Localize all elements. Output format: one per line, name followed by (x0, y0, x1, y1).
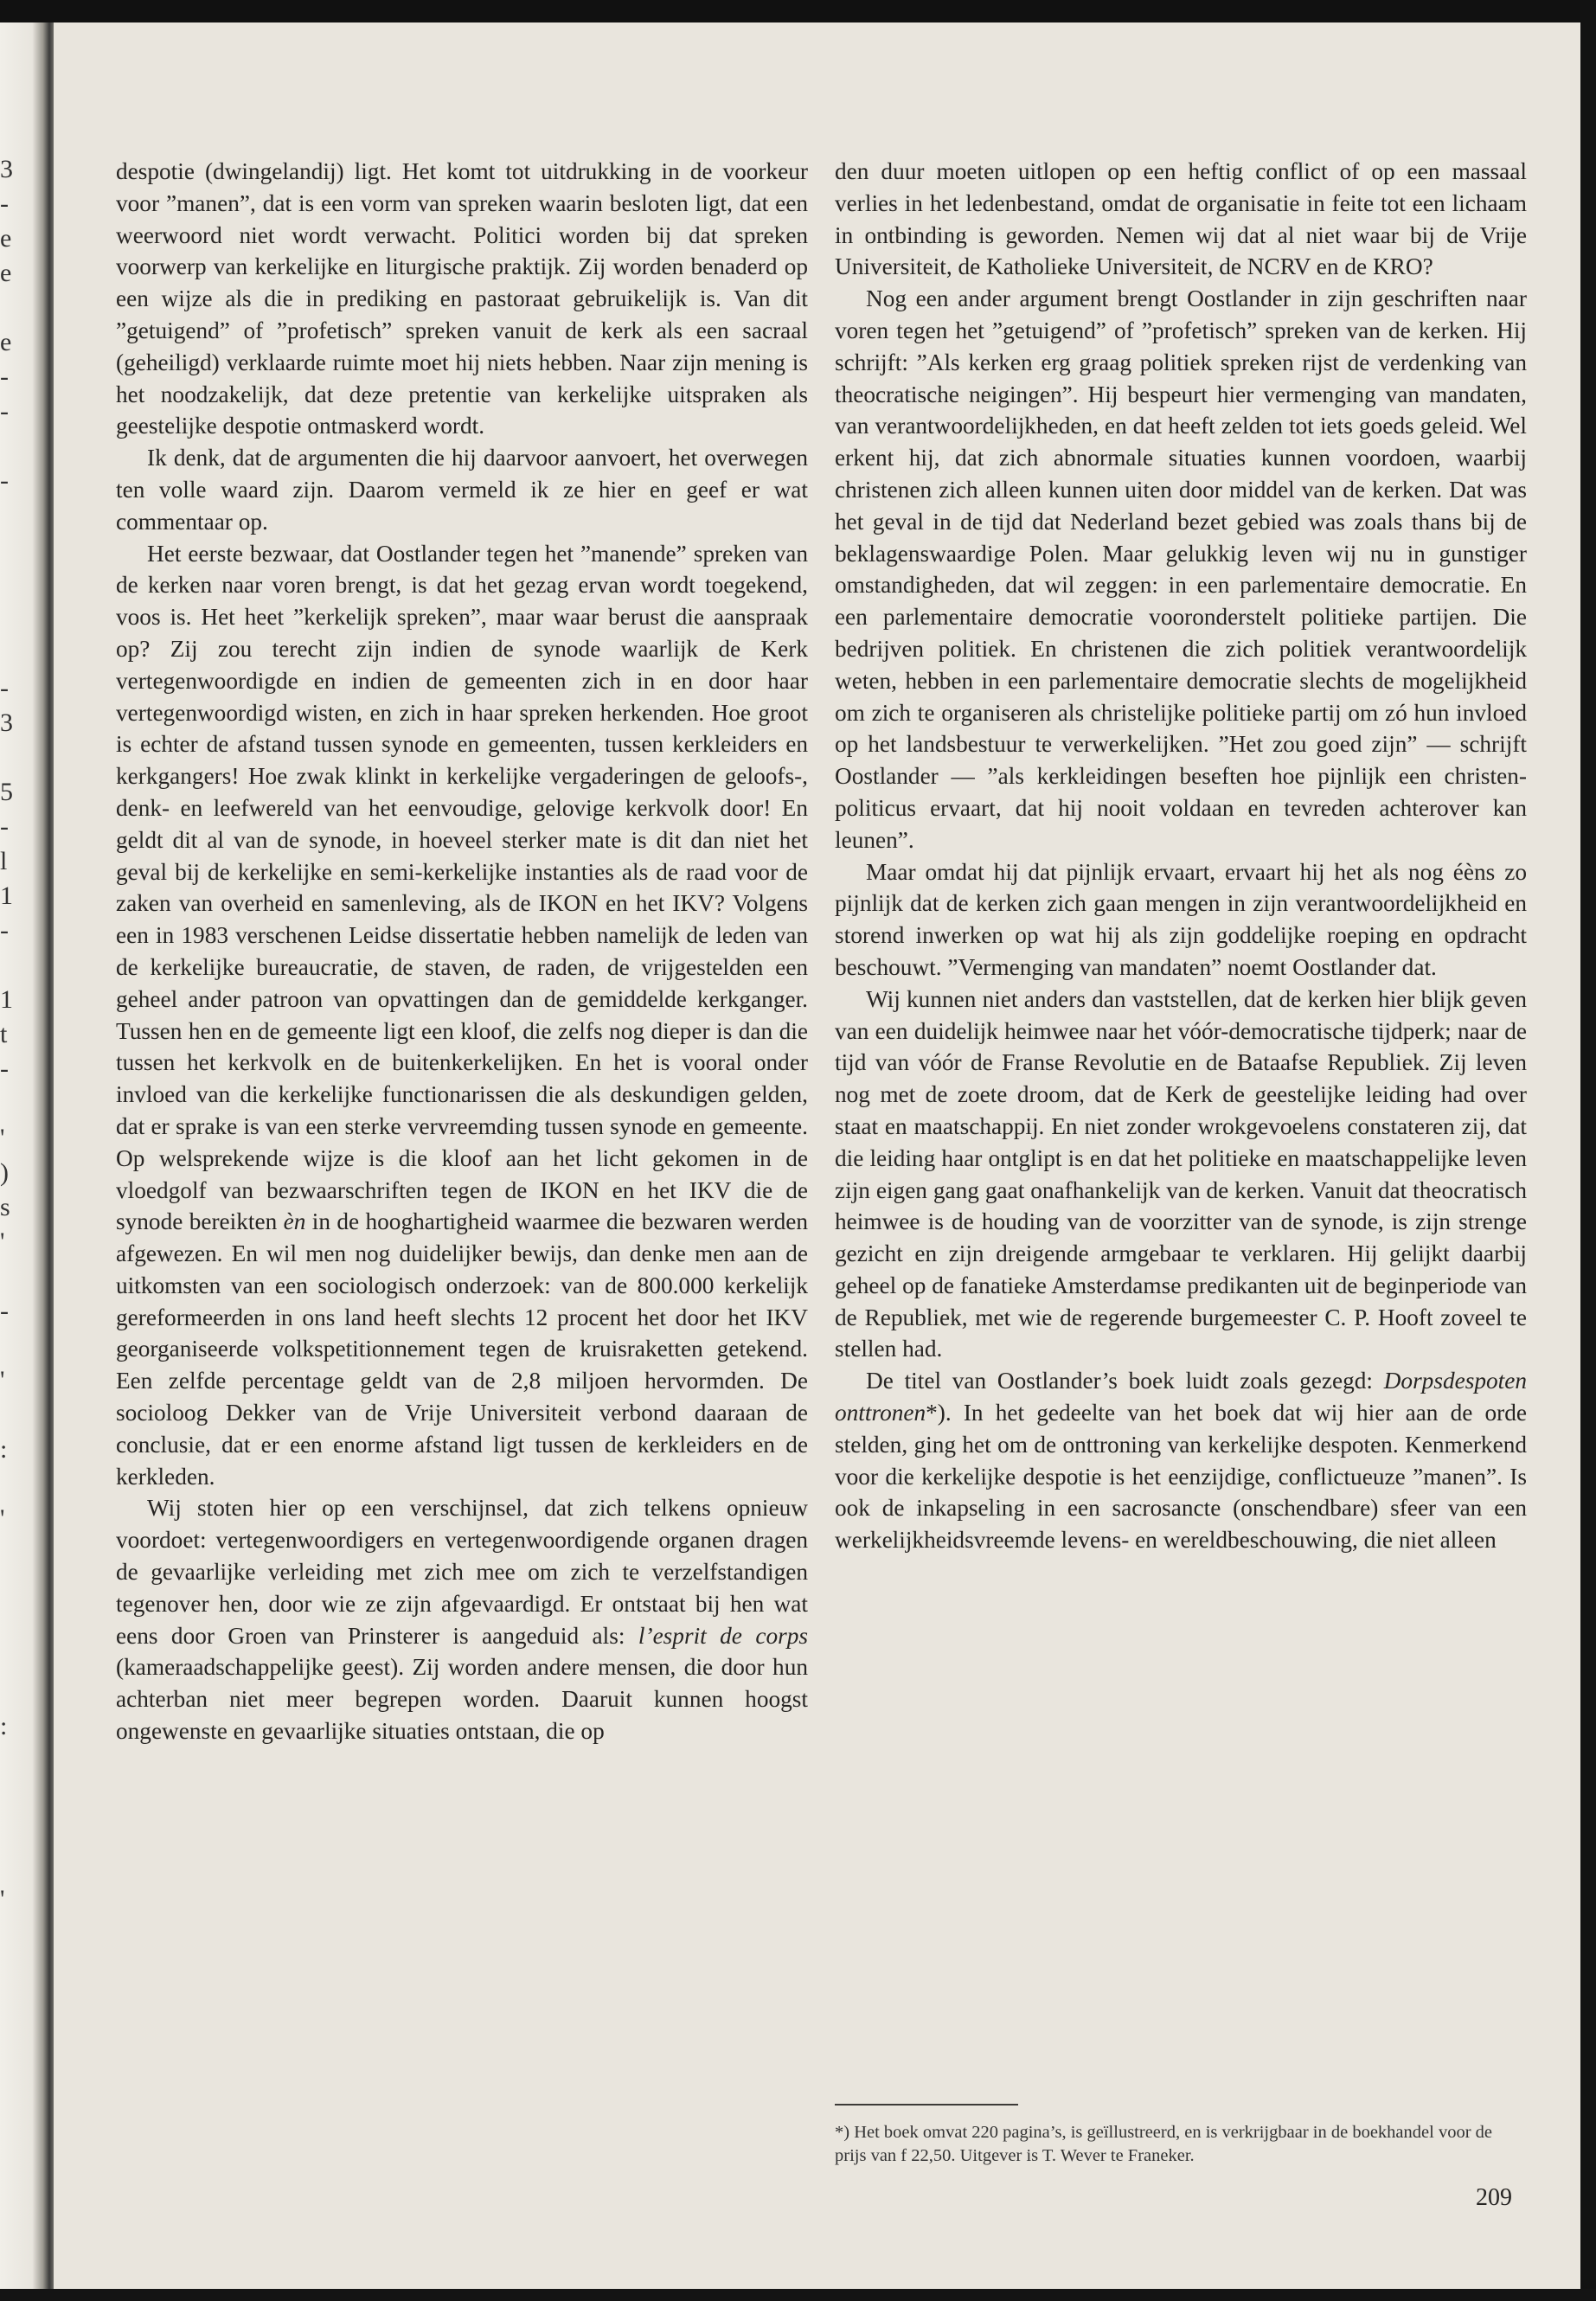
gutter-fragment (0, 1744, 19, 1779)
gutter-fragment: : (0, 1712, 8, 1740)
gutter-fragment: ' (0, 1227, 5, 1256)
gutter-fragment: - (0, 189, 9, 218)
gutter-fragment (0, 948, 19, 983)
gutter-fragment (0, 1398, 19, 1433)
paragraph: Ik denk, dat de argumenten die hij daarvoor aanvoert, het overwegen ten volle waard zijn. Daarom vermeld ik ze hier en geef er wat commentaar op. (116, 445, 808, 535)
gutter-fragment: - (0, 362, 9, 391)
gutter-fragment (0, 1675, 19, 1709)
gutter-fragment (0, 637, 19, 671)
gutter-fragment: 1 (0, 881, 13, 910)
paragraph: Het eerste bezwaar, dat Oostlander tegen het ”manende” spreken van de kerken naar voren brengt, is dat het gezag ervan wordt toegekend, voos is. Het heet ”kerkelijk spreken”, maar waar berust die aanspraak op? Zij zou terecht zijn indien de synode waarlijk de Kerk vertegenwoordigde en indien de gemeenten zich in en door haar vertegenwoordigd wisten, en zich in haar spreken herkenden. Hoe groot is echter de afstand tussen synode en gemeenten, tussen kerkleiders en kerkgangers! Hoe zwak klinkt in kerkelijke vergaderingen de geloofs-, denk- en leefwereld van het eenvoudige, gelovige kerkvolk door! En geldt dit al van de synode, in hoeveel sterker mate is dit dan niet het geval bij de kerkelijke en semi-kerkelijke instanties als de raad voor de zaken van overheid en samenleving, als de IKON en het IKV? Volgens een in 1983 verschenen Leidse dissertatie hebben namelijk de leden van de kerkelijke bureaucratie, de staven, de raden, de vrijgestelden een geheel ander patroon van opvattingen dan de gemiddelde kerkganger. Tussen hen en de gemeente ligt een kloof, die zelfs nog dieper is dan die tussen het kerkvolk en de buitenkerkelijken. En het is vooral onder invloed van die kerkelijke functionarissen die als deskundigen gelden, dat er sprake is van een sterke vervreemding tussen synode en gemeente. Op welsprekende wijze is die kloof aan het licht gekomen in de vloedgolf van bezwaarschriften tegen de IKON en het IKV die de synode bereikten èn in de hooghartigheid waarmee die bezwaren werden afgewezen. En wil men nog duidelijker bewijs, dan denke men aan de uitkomsten van een sociologisch onderzoek: van de 800.000 kerkelijk gereformeerden in ons land heeft slechts 12 procent het door het IKV georganiseerde volkspetitionnement tegen de kruisraketten getekend. Een zelfde percentage geldt van de 2,8 miljoen hervormden. De socioloog Dekker van de Vrije Universiteit verbond daaraan de conclusie, dat er een enorme afstand ligt tussen de kerkleiders en de kerkleden. (116, 540, 808, 1490)
gutter-fragment (0, 498, 19, 533)
paragraph: Maar omdat hij dat pijnlijk ervaart, ervaart hij het als nog éèns zo pijnlijk dat de kerken zich gaan mengen in zijn verantwoordelijkheid en storend inwerken op wat hij als zijn goddelijke roeping en opdracht beschouwt. ”Vermenging van mandaten” noemt Oostlander dat. (835, 858, 1527, 980)
gutter-fragment (0, 429, 19, 464)
gutter-fragment: e (0, 328, 12, 356)
right-text-column (835, 156, 1527, 1556)
gutter-fragment: e (0, 259, 12, 287)
gutter-fragment: ' (0, 1504, 5, 1533)
gutter-fragment (0, 1571, 19, 1606)
gutter-fragment (0, 1779, 19, 1813)
paragraph: Nog een ander argument brengt Oostlander in zijn geschriften naar voren tegen het ”getuigend” of ”profetisch” spreken van de kerken. Hij schrijft: ”Als kerken erg graag politiek spreken rijst de verdenking van theocratische neigingen”. Hij bespeurt hier vermenging van mandaten, van verantwoordelijkheden, en dat heeft zelden tot iets goeds geleid. Wel erkent hij, dat zich abnormale situaties kunnen voordoen, waarbij christenen zich alleen kunnen uiten door middel van de kerken. Dat was het geval in de tijd dat Nederland bezet gebied was zoals thans bij de beklagenswaardige Polen. Maar gelukkig leven wij nu in gunstiger omstandigheden, dat wil zeggen: in een parlementaire democratie. En een parlementaire democratie vooronderstelt politieke partijen. Die bedrijven politiek. En christenen die zich politiek verantwoordelijk weten, hebben in een parlementaire democratie slechts de mogelijkheid om zich te organiseren als christelijke politieke partij om zó hun invloed op het landsbestuur te verwerkelijken. ”Het zou goed zijn” — schrijft Oostlander — ”als kerkleidingen beseften hoe pijnlijk een christen-politicus ervaart, dat hij nooit voldaan en tevreden achterover kan leunen”. (835, 285, 1527, 853)
scan-border-bottom (0, 2289, 1596, 2301)
gutter-fragment (0, 1640, 19, 1675)
gutter-fragment: 1 (0, 985, 13, 1014)
gutter-fragment: ' (0, 1885, 5, 1913)
gutter-fragment (0, 1467, 19, 1502)
gutter-fragment: - (0, 916, 9, 945)
gutter-fragment: 5 (0, 778, 13, 806)
gutter-fragment: : (0, 1435, 8, 1464)
scan-border-right (1580, 0, 1596, 2301)
footnote-divider (835, 2104, 1018, 2106)
paragraph: despotie (dwingelandij) ligt. Het komt tot uitdrukking in de voorkeur voor ”manen”, dat is een vorm van spreken waarin besloten ligt, dat een weerwoord niet wordt verwacht. Politici worden bij dat spreken voorwerp van kerkelijke en liturgische praktijk. Zij worden benaderd op een wijze als die in prediking en pastoraat gebruikelijk is. Van dit ”getuigend” of ”profetisch” spreken vanuit de kerk als een sacraal (geheiligd) verklaarde ruimte moet hij niets hebben. Naar zijn mening is het noodzakelijk, dat deze pretentie van kerkelijke uitspraken als geestelijke despotie ontmaskerd wordt. (116, 158, 808, 439)
gutter-fragment (0, 533, 19, 567)
gutter-fragment: ) (0, 1158, 9, 1187)
gutter-fragment (0, 1259, 19, 1294)
paragraph: den duur moeten uitlopen op een heftig conflict of op een massaal verlies in het ledenbestand, omdat de organisatie in feite tot een lichaam in ontbinding is geworden. Nemen wij dat al niet waar bij de Vrije Universiteit, de Katholieke Universiteit, de NCRV en de KRO? (835, 158, 1527, 280)
gutter-fragment (0, 1536, 19, 1571)
gutter-fragment: - (0, 674, 9, 702)
gutter-fragment (0, 1329, 19, 1363)
gutter-fragment: l (0, 847, 8, 875)
gutter-fragment (0, 740, 19, 775)
left-text-column (116, 156, 808, 1747)
gutter-fragment (0, 1813, 19, 1848)
gutter-fragment: - (0, 1297, 9, 1325)
scan-border-top (0, 0, 1596, 22)
gutter-fragment: ' (0, 1366, 5, 1394)
paragraph: De titel van Oostlander’s boek luidt zoals gezegd: Dorpsdespoten onttronen*). In het gedeelte van het boek dat wij hier aan de orde stelden, ging het om de onttroning van kerkelijke despoten. Kenmerkend voor die kerkelijke despotie is het eenzijdige, conflictueuze ”manen”. Is ook de inkapseling in een sacrosancte (onschendbare) sfeer van een werkelijkheidsvreemde levens- en wereldbeschouwing, die niet alleen (835, 1368, 1527, 1554)
gutter-fragment: - (0, 1054, 9, 1083)
gutter-fragment: t (0, 1020, 8, 1048)
gutter-fragment (0, 602, 19, 637)
gutter-fragment (0, 567, 19, 602)
gutter-fragment (0, 1086, 19, 1121)
page-number: 209 (1476, 2184, 1512, 2211)
paragraph: Wij kunnen niet anders dan vaststellen, dat de kerken hier blijk geven van een duidelijk heimwee naar het vóór-democratische tijdperk; naar de tijd van vóór de Franse Revolutie en de Bataafse Republiek. Zij leven nog met de zoete droom, dat de Kerk de geestelijke leiding had over staat en maatschappij. En niet zonder wrokgevoelens constateren zij, dat die leiding haar ontglipt is en dat het politieke en maatschappelijke leven zijn eigen gang gaat onafhankelijk van de kerken. Vanuit dat theocratisch heimwee is de houding van de voorzitter van de synode, is zijn strenge gezicht en zijn dreigende armgebaar te verklaren. Hij gelijkt daarbij geheel op de fanatieke Amsterdamse predikanten uit de beginperiode van de Republiek, met wie de regerende burgemeester C. P. Hooft zoveel te stellen had. (835, 985, 1527, 1362)
gutter-fragment: 3 (0, 708, 13, 737)
paragraph: Wij stoten hier op een verschijnsel, dat zich telkens opnieuw voordoet: vertegenwoordigers en vertegenwoordigende organen dragen de gevaarlijke verleiding met zich mee om zich te verzelfstandigen tegenover hen, door wie ze zijn afgevaardigd. Er ontstaat bij hen wat eens door Groen van Prinsterer is aangeduid als: l’esprit de corps (kameraadschappelijke geest). Zij worden andere mensen, die door hun achterban niet meer begrepen worden. Daaruit kunnen hoogst ongewenste en gevaarlijke situaties ontstaan, die op (116, 1495, 808, 1745)
gutter-fragment: 3 (0, 155, 13, 183)
gutter-fragment: e (0, 224, 12, 253)
gutter-fragment: - (0, 466, 9, 495)
gutter-text-fragments (0, 152, 19, 1917)
gutter-fragment: ' (0, 1124, 5, 1152)
gutter-fragment (0, 291, 19, 325)
gutter-fragment: - (0, 812, 9, 841)
gutter-fragment (0, 1606, 19, 1640)
gutter-fragment: - (0, 397, 9, 426)
gutter-fragment: s (0, 1193, 10, 1221)
gutter-fragment (0, 1848, 19, 1882)
footnote: *) Het boek omvat 220 pagina’s, is geïllustreerd, en is verkrijgbaar in de boekhandel voor de prijs van f 22,50. Uitgever is T. Wever te Franeker. (835, 2123, 1492, 2165)
page-gutter (0, 22, 54, 2289)
